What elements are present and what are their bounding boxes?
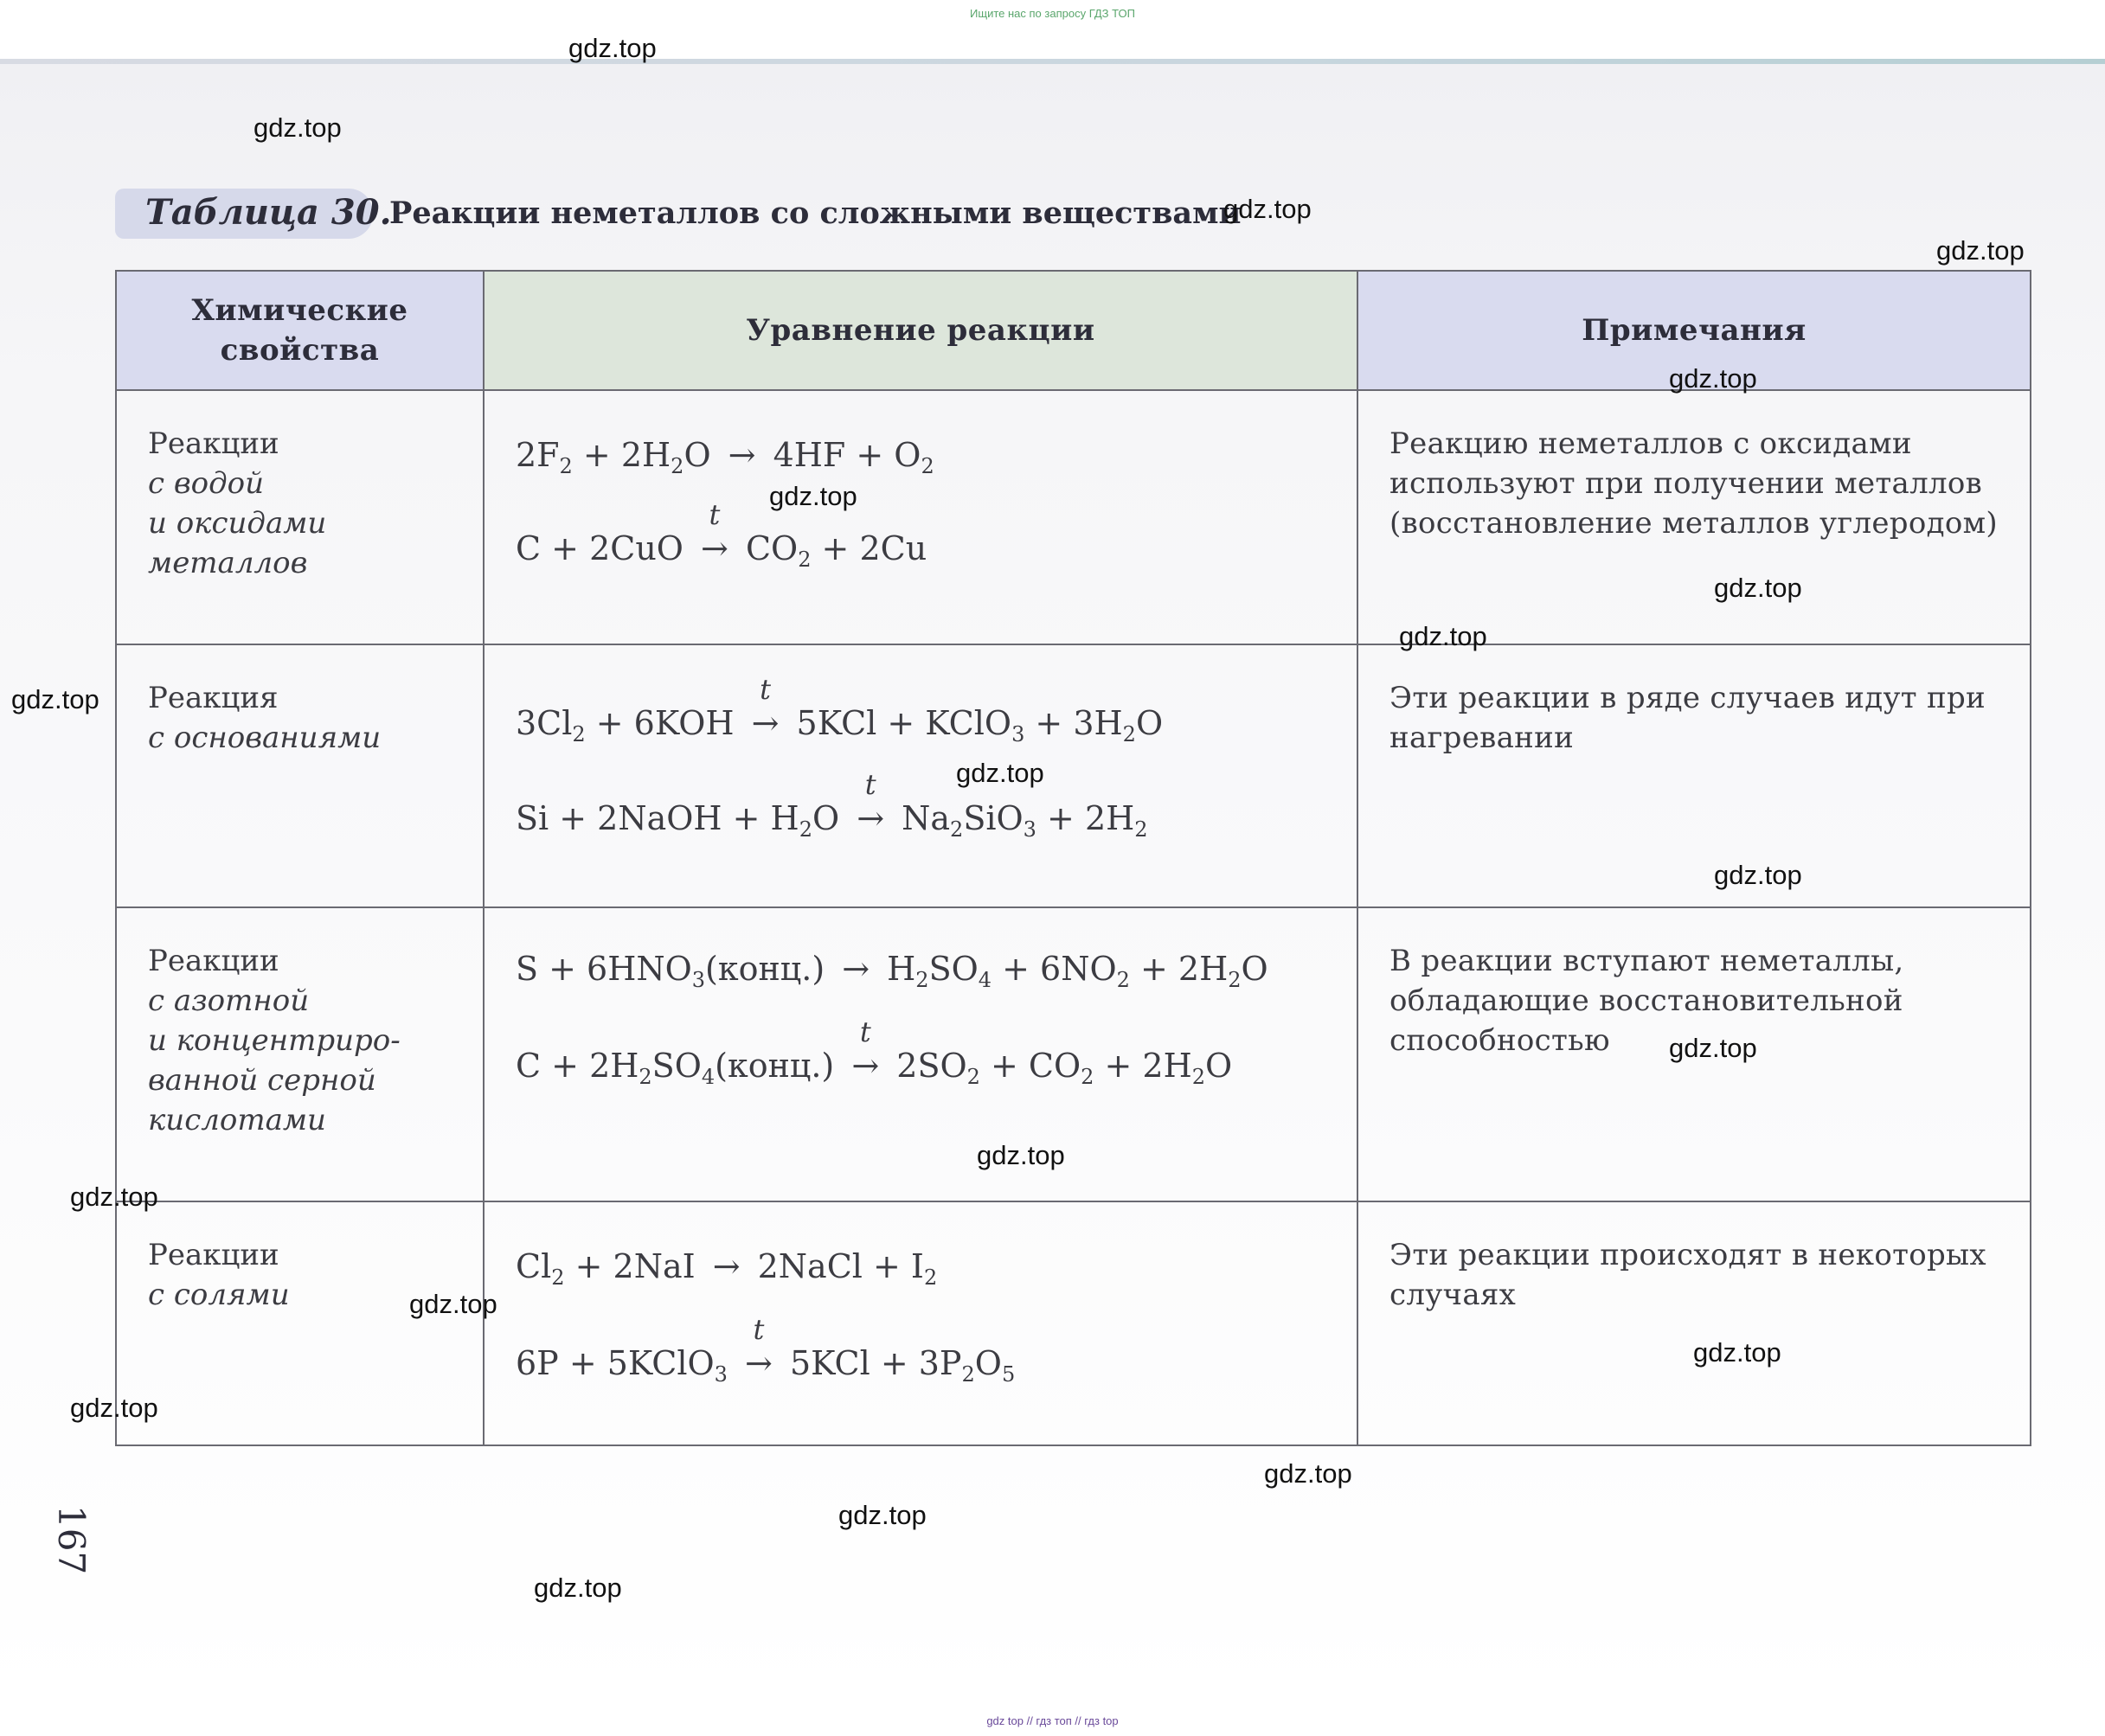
header-properties [117,272,485,391]
equation: Si + 2NaOH + $H_2O$ t → $Na_2SiO_3 + 2H_2$ [516,768,1148,842]
property-label: Реакции [148,1238,279,1272]
equation: $S + 6HNO_3(конц.) \to H_2SO_4 + 6NO_2 + 2H_2O$ [516,950,1268,992]
watermark: gdz.top [1399,621,1487,651]
equation: $3Cl_2 + 6KOH$ t → 5KCl + KClO$_3$ + $3H_2O$ [516,673,1164,746]
heat-label: t [753,1313,765,1346]
property-label: металлов [148,546,308,580]
heat-label: t [709,498,721,531]
reactions-table [115,270,2031,1446]
property-label: с солями [148,1278,290,1312]
watermark: gdz.top [534,1573,622,1603]
table-title: Реакции неметаллов со сложными веществами [389,195,1242,231]
table-row-1-note [1358,391,2030,645]
header-properties-label: Химические свойства [191,293,408,368]
page-number: 167 [50,1505,93,1575]
equation: C + 2CuO t → $CO_2 + 2Cu$ [516,498,927,572]
header-equation [485,272,1358,391]
table-number: Таблица 30. [145,192,392,233]
equation: $2F_2 + 2H_2O \to 4HF + O_2$ [516,436,934,478]
note-text: Эти реакции в ряде случаев идут при нагревании [1389,681,1986,755]
watermark: gdz.top [568,33,657,63]
table-row-1-property [117,391,485,645]
note-text: Реакцию неметаллов с оксидами используют при получении металлов (восстановление металлов углеродом) [1389,426,1998,541]
table-row-3-equations [485,908,1358,1202]
property-label: и оксидами [148,506,327,541]
watermark: gdz.top [769,481,857,511]
header-notes-label: Примечания [1582,313,1807,348]
watermark: gdz.top [253,112,342,143]
watermark: gdz.top [1669,1033,1757,1063]
equation: $C + 2H_2SO_4(конц.)$ t → $2SO_2 + CO_2 + 2H_2O$ [516,1015,1233,1089]
watermark: gdz.top [11,684,99,714]
equation: 6P + 5KClO$_3$ t → $5KCl + 3P_2O_5$ [516,1313,1016,1387]
watermark: gdz.top [1714,573,1802,603]
property-label: и концентриро- [148,1023,401,1058]
watermark: gdz.top [409,1289,497,1319]
watermark: gdz.top [1936,235,2025,266]
heat-label: t [760,673,771,706]
heat-label: t [864,768,876,801]
watermark: gdz.top [1669,363,1757,394]
property-label: кислотами [148,1103,326,1137]
watermark: gdz.top [838,1500,927,1530]
watermark: gdz.top [70,1182,158,1212]
watermark: gdz.top [70,1393,158,1423]
table-row-3-property [117,908,485,1202]
table-row-4-note [1358,1202,2030,1445]
table-row-4-property [117,1202,485,1445]
table-row-2-note [1358,645,2030,908]
property-label: с азотной [148,983,310,1018]
table-row-1-equations [485,391,1358,645]
table-row-2-equations [485,645,1358,908]
property-label: ванной серной [148,1063,376,1098]
note-text: Эти реакции происходят в некоторых случаях [1389,1238,1986,1312]
table-row-2-property [117,645,485,908]
bottom-site-links[interactable]: gdz top // гдз топ // гдз top [986,1714,1119,1727]
property-label: Реакция [148,681,279,715]
watermark: gdz.top [977,1140,1065,1170]
watermark: gdz.top [1223,194,1312,224]
property-label: с водой [148,466,265,501]
heat-label: t [859,1015,871,1048]
watermark: gdz.top [1264,1458,1352,1489]
table-row-4-equations [485,1202,1358,1445]
watermark: gdz.top [956,758,1044,788]
watermark: gdz.top [1693,1337,1781,1368]
property-label: Реакции [148,426,279,461]
watermark: gdz.top [1714,860,1802,890]
property-label: Реакции [148,944,279,978]
equation: $Cl_2 + 2NaI$ → 2NaCl + $I_2$ [516,1247,938,1290]
note-text: В реакции вступают неметаллы, обладающие восстановительной способностью [1389,944,1904,1058]
header-equation-label: Уравнение реакции [746,313,1095,348]
page-edge [0,59,2105,64]
top-search-hint[interactable]: Ищите нас по запросу ГДЗ ТОП [970,7,1135,20]
property-label: с основаниями [148,721,382,755]
